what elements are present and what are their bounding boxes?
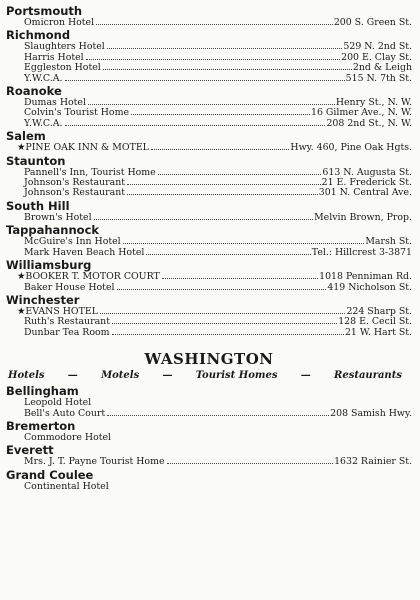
listing-address: 419 Nicholson St. xyxy=(327,281,412,293)
listing-name: Ruth's Restaurant xyxy=(24,316,110,328)
listing-name: Bell's Auto Court xyxy=(24,407,106,419)
state-heading: WASHINGTON xyxy=(144,350,274,369)
listing-address: Marsh St. xyxy=(365,236,412,248)
listing-entry xyxy=(6,283,412,293)
dot-leader xyxy=(112,334,344,335)
category-line xyxy=(6,368,412,384)
dot-leader xyxy=(94,219,313,220)
listing-name: Omicron Hotel xyxy=(24,17,95,28)
listing-name: Pannell's Inn, Tourist Home xyxy=(24,166,156,178)
listing-entry xyxy=(6,433,412,443)
city-section xyxy=(6,223,412,258)
listing-name: Johnson's Restaurant xyxy=(24,187,126,199)
listing-name: Harris Hotel xyxy=(24,51,84,63)
city-heading: Richmond xyxy=(6,28,71,43)
listing-entry xyxy=(6,213,412,223)
city-heading: Everett xyxy=(6,443,54,458)
listing-name: Commodore Hotel xyxy=(24,431,112,443)
dot-leader xyxy=(103,69,352,70)
listing-address: 208 2nd St., N. W. xyxy=(326,117,412,129)
city-heading: Grand Coulee xyxy=(6,467,94,482)
listing-name: McGuire's Inn Hotel xyxy=(24,236,121,248)
listing-entry xyxy=(6,143,412,153)
listing-name: Mark Haven Beach Hotel xyxy=(24,246,145,258)
listing-address: 21 E. Frederick St. xyxy=(321,177,412,189)
listing-entry xyxy=(6,482,412,492)
city-heading: Bremerton xyxy=(6,418,76,433)
listing-entry xyxy=(6,409,412,419)
city-section xyxy=(6,28,412,84)
listing-address: 613 N. Augusta St. xyxy=(322,166,412,178)
category-label: Tourist Homes xyxy=(195,370,278,382)
city-section xyxy=(6,443,412,467)
listing-address: 2nd & Leigh xyxy=(352,62,412,74)
city-section xyxy=(6,468,412,492)
listing-name: Dumas Hotel xyxy=(24,97,86,109)
listing-name: ★PINE OAK INN & MOTEL xyxy=(17,142,149,154)
dot-leader xyxy=(100,313,345,314)
listing-entry xyxy=(6,457,412,467)
listing-address: 16 Gilmer Ave., N. W. xyxy=(310,107,412,119)
dot-leader xyxy=(65,80,345,81)
listing-name: Brown's Hotel xyxy=(24,211,92,223)
listing-name: Johnson's Restaurant xyxy=(24,177,126,189)
listing-name: ★EVANS HOTEL xyxy=(17,305,98,317)
washington-listings xyxy=(6,384,412,492)
listing-entry xyxy=(6,119,412,129)
city-heading: South Hill xyxy=(6,198,70,213)
dot-leader xyxy=(117,289,327,290)
dot-leader xyxy=(131,114,310,115)
dot-leader xyxy=(127,184,321,185)
dot-leader xyxy=(88,104,335,105)
listing-name: Y.W.C.A. xyxy=(24,117,63,129)
listing-address: 208 Samish Hwy. xyxy=(330,407,412,419)
city-section xyxy=(6,293,412,338)
city-section xyxy=(6,384,412,419)
category-separator: — xyxy=(162,370,173,382)
listing-name: Baker House Hotel xyxy=(24,281,115,293)
listing-name: Eggleston Hotel xyxy=(24,62,101,74)
listing-entry xyxy=(6,74,412,84)
city-section xyxy=(6,199,412,223)
city-section xyxy=(6,419,412,443)
listing-entry xyxy=(6,328,412,338)
dot-leader xyxy=(107,48,343,49)
listing-address: 200 E. Clay St. xyxy=(341,51,412,63)
city-heading: Williamsburg xyxy=(6,258,92,273)
listing-address: 529 N. 2nd St. xyxy=(343,41,412,53)
listing-address: Hwy. 460, Pine Oak Hgts. xyxy=(290,142,412,154)
city-section xyxy=(6,258,412,293)
category-separator: — xyxy=(300,370,311,382)
category-label: Restaurants xyxy=(334,370,402,382)
listing-address: 301 N. Central Ave. xyxy=(318,187,412,199)
dot-leader xyxy=(158,174,322,175)
dot-leader xyxy=(107,415,329,416)
dot-leader xyxy=(123,243,365,244)
city-heading: Portsmouth xyxy=(6,4,83,18)
dot-leader xyxy=(96,24,333,25)
category-label: Motels xyxy=(101,370,140,382)
city-section xyxy=(6,129,412,153)
listing-entry xyxy=(6,188,412,198)
listing-name: Y.W.C.A. xyxy=(24,72,63,84)
city-section xyxy=(6,154,412,199)
city-heading: Bellingham xyxy=(6,384,79,399)
city-heading: Roanoke xyxy=(6,84,62,99)
listing-address: 515 N. 7th St. xyxy=(345,72,412,84)
city-section xyxy=(6,84,412,129)
listing-address: Henry St., N. W. xyxy=(335,97,412,109)
category-label: Hotels xyxy=(8,370,45,382)
city-heading: Tappahannock xyxy=(6,223,100,238)
listing-address: Melvin Brown, Prop. xyxy=(314,211,412,223)
dot-leader xyxy=(162,278,318,279)
listing-name: ★BOOKER T. MOTOR COURT xyxy=(17,271,160,283)
listing-entry xyxy=(6,248,412,258)
dot-leader xyxy=(151,149,289,150)
listing-name: Colvin's Tourist Home xyxy=(24,107,130,119)
listing-address: 1018 Penniman Rd. xyxy=(319,271,412,283)
dot-leader xyxy=(146,254,310,255)
listing-address: 21 W. Hart St. xyxy=(344,326,412,338)
listing-entry xyxy=(6,272,412,282)
listing-name: Continental Hotel xyxy=(24,480,109,492)
listing-name: Dunbar Tea Room xyxy=(24,326,110,338)
listing-address: 200 S. Green St. xyxy=(333,17,412,28)
dot-leader xyxy=(65,125,326,126)
listing-entry xyxy=(6,18,412,28)
listing-address: 128 E. Cecil St. xyxy=(338,316,412,328)
listing-name: Mrs. J. T. Payne Tourist Home xyxy=(24,456,165,468)
listing-address: 1632 Rainier St. xyxy=(334,456,412,468)
listing-address: 224 Sharp St. xyxy=(346,305,412,317)
city-heading: Salem xyxy=(6,129,46,144)
dot-leader xyxy=(127,194,318,195)
category-separator: — xyxy=(67,370,78,382)
listing-entry xyxy=(6,398,412,408)
city-heading: Winchester xyxy=(6,292,80,307)
virginia-listings xyxy=(6,4,412,338)
dot-leader xyxy=(167,463,334,464)
city-section xyxy=(6,4,412,28)
listing-address: Tel.: Hillcrest 3-3871 xyxy=(311,246,412,258)
dot-leader xyxy=(112,323,337,324)
dot-leader xyxy=(86,59,340,60)
city-heading: Staunton xyxy=(6,153,66,168)
listing-name: Leopold Hotel xyxy=(24,397,92,409)
listing-name: Slaughters Hotel xyxy=(24,41,105,53)
